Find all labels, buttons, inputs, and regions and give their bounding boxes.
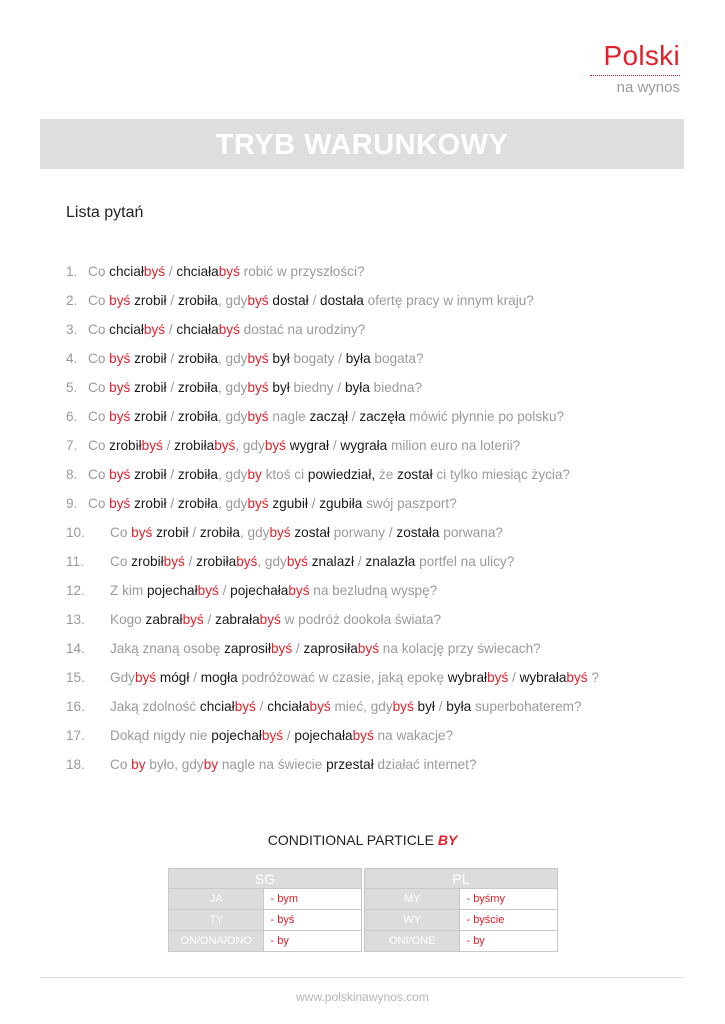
table-row xyxy=(169,889,558,910)
question-text: / xyxy=(166,351,178,366)
particle-text: byś xyxy=(392,699,414,714)
footer-divider xyxy=(40,977,684,978)
question-item xyxy=(66,494,706,523)
particle-text: byś xyxy=(109,496,131,511)
logo xyxy=(580,40,680,97)
question-text: nagle xyxy=(268,409,310,424)
question-text: Dokąd nigdy nie xyxy=(110,728,212,743)
question-text: / xyxy=(203,612,216,627)
question-number: 1. xyxy=(66,264,78,279)
question-text: Kogo xyxy=(110,612,146,627)
question-text: Co xyxy=(110,554,132,569)
question-item xyxy=(66,668,706,697)
question-text: milion euro na loterii? xyxy=(387,438,521,453)
pl-label: WY xyxy=(364,910,459,931)
verb-text: był xyxy=(413,699,435,714)
question-text: / xyxy=(188,525,200,540)
section-subtitle: Lista pytań xyxy=(66,204,144,221)
particle-text: byś xyxy=(487,670,509,685)
verb-text: mógł xyxy=(156,670,190,685)
verb-text: chciał xyxy=(109,322,144,337)
question-text: / xyxy=(166,467,178,482)
verb-text: był xyxy=(268,351,290,366)
question-text: mieć, gdy xyxy=(330,699,393,714)
logo-main-text: Polski xyxy=(603,40,680,71)
question-item xyxy=(66,291,706,320)
particle-text: byś xyxy=(261,728,284,743)
question-number: 15. xyxy=(66,670,85,685)
verb-text: znalazł xyxy=(307,554,355,569)
question-item xyxy=(66,523,706,552)
question-text: robić w przyszłości? xyxy=(239,264,365,279)
sg-label: TY xyxy=(169,910,264,931)
particle-title xyxy=(0,832,725,848)
particle-table-header xyxy=(169,869,558,889)
particle-text: byś xyxy=(109,351,131,366)
header-sg: SG xyxy=(169,869,362,889)
verb-text: chciała xyxy=(176,322,219,337)
verb-text: zabrał xyxy=(145,612,183,627)
question-text: , gdy xyxy=(239,525,270,540)
question-text: Jaką zdolność xyxy=(110,699,200,714)
question-text: / xyxy=(165,264,177,279)
verb-text: zrobił xyxy=(131,554,164,569)
question-text: Co xyxy=(88,264,110,279)
question-number: 14. xyxy=(66,641,85,656)
particle-text: byś xyxy=(269,525,291,540)
question-text: działać internet? xyxy=(373,757,477,772)
question-text: porwany / xyxy=(329,525,397,540)
pl-label: MY xyxy=(364,889,459,910)
particle-text: byś xyxy=(286,554,308,569)
question-text: podróżować w czasie, jaką epokę xyxy=(237,670,448,685)
question-item xyxy=(66,262,706,291)
verb-text: zrobił xyxy=(130,380,167,395)
particle-text: by xyxy=(203,757,219,772)
particle-text: byś xyxy=(163,554,185,569)
verb-text: pojechała xyxy=(230,583,289,598)
question-text: na bezludną wyspę? xyxy=(309,583,438,598)
question-text: / xyxy=(162,438,175,453)
verb-text: zrobił xyxy=(130,467,167,482)
verb-text: była xyxy=(344,380,370,395)
question-text: superbohaterem? xyxy=(471,699,582,714)
particle-text: byś xyxy=(234,699,256,714)
particle-text: byś xyxy=(247,409,269,424)
question-text: Co xyxy=(110,757,132,772)
question-item xyxy=(66,378,706,407)
verb-text: zrobiła xyxy=(196,554,237,569)
question-text: bogaty / xyxy=(289,351,346,366)
verb-text: zrobiła xyxy=(177,496,218,511)
sg-value: - by xyxy=(264,931,362,952)
verb-text: zrobił xyxy=(130,351,167,366)
verb-text: zrobiła xyxy=(177,351,218,366)
question-text: Co xyxy=(88,351,110,366)
particle-text: byś xyxy=(143,264,166,279)
particle-text: byś xyxy=(270,641,293,656)
verb-text: wygrała xyxy=(340,438,388,453)
question-text: / xyxy=(292,641,304,656)
question-text: / xyxy=(166,293,178,308)
verb-text: przestał xyxy=(326,757,374,772)
question-list xyxy=(66,262,706,784)
verb-text: była xyxy=(345,351,371,366)
verb-text: została xyxy=(396,525,440,540)
question-number: 16. xyxy=(66,699,85,714)
question-number: 18. xyxy=(66,757,85,772)
question-text: Co xyxy=(88,293,110,308)
question-text: Co xyxy=(88,496,110,511)
verb-text: zrobił xyxy=(152,525,189,540)
question-text: było, gdy xyxy=(145,757,204,772)
particle-text: byś xyxy=(197,583,219,598)
verb-text: była xyxy=(446,699,472,714)
particle-title-prefix: CONDITIONAL PARTICLE xyxy=(267,832,438,848)
sg-label: ON/ONA/ONO xyxy=(169,931,264,952)
question-text: , gdy xyxy=(257,554,287,569)
particle-text: byś xyxy=(236,554,258,569)
question-text: , gdy xyxy=(235,438,265,453)
question-text: ? xyxy=(587,670,599,685)
particle-text: byś xyxy=(214,438,236,453)
question-text: Co xyxy=(88,380,110,395)
question-text: / xyxy=(434,699,447,714)
question-text: Co xyxy=(88,438,110,453)
question-text: Co xyxy=(110,525,132,540)
particle-text: by xyxy=(131,757,146,772)
particle-text: byś xyxy=(131,525,153,540)
question-item xyxy=(66,581,706,610)
question-number: 13. xyxy=(66,612,85,627)
question-text: bogata? xyxy=(370,351,424,366)
verb-text: powiedział, xyxy=(307,467,376,482)
particle-text: byś xyxy=(109,380,131,395)
question-text: / xyxy=(308,293,321,308)
question-text: / xyxy=(166,409,178,424)
particle-title-word: BY xyxy=(437,832,458,848)
question-number: 2. xyxy=(66,293,78,308)
verb-text: zrobiła xyxy=(177,380,218,395)
particle-text: byś xyxy=(141,438,163,453)
pl-value: - byśmy xyxy=(460,889,558,910)
particle-text: byś xyxy=(109,467,131,482)
verb-text: znalazła xyxy=(365,554,416,569)
verb-text: wybrał xyxy=(447,670,488,685)
question-text: w podróż dookoła świata? xyxy=(280,612,442,627)
question-text: portfel na ulicy? xyxy=(415,554,515,569)
verb-text: zgubiła xyxy=(319,496,363,511)
question-text: / xyxy=(165,322,177,337)
question-item xyxy=(66,436,706,465)
question-number: 9. xyxy=(66,496,78,511)
question-text: na wakacje? xyxy=(373,728,454,743)
verb-text: zrobiła xyxy=(177,293,218,308)
logo-sub-text: na wynos xyxy=(616,79,680,96)
question-text: porwana? xyxy=(439,525,503,540)
pl-label: ONI/ONE xyxy=(364,931,459,952)
particle-text: byś xyxy=(247,351,269,366)
particle-text: byś xyxy=(109,293,131,308)
verb-text: dostała xyxy=(320,293,364,308)
question-item xyxy=(66,610,706,639)
verb-text: zrobiła xyxy=(177,409,218,424)
question-item xyxy=(66,465,706,494)
particle-text: byś xyxy=(182,612,204,627)
question-text: , gdy xyxy=(217,409,248,424)
verb-text: zabrała xyxy=(215,612,260,627)
particle-text: byś xyxy=(352,728,374,743)
question-text: / xyxy=(347,409,360,424)
particle-text: byś xyxy=(218,322,240,337)
question-text: / xyxy=(508,670,520,685)
verb-text: zrobił xyxy=(130,293,167,308)
question-number: 11. xyxy=(66,554,84,569)
question-number: 6. xyxy=(66,409,78,424)
question-number: 10. xyxy=(66,525,85,540)
question-number: 3. xyxy=(66,322,78,337)
table-row xyxy=(169,910,558,931)
question-text: Z kim xyxy=(110,583,147,598)
verb-text: zgubił xyxy=(268,496,308,511)
question-text: nagle na świecie xyxy=(218,757,327,772)
particle-text: byś xyxy=(357,641,380,656)
sg-value: - bym xyxy=(264,889,362,910)
question-text: dostać na urodziny? xyxy=(239,322,366,337)
question-text: swój paszport? xyxy=(362,496,457,511)
verb-text: zrobiła xyxy=(174,438,215,453)
verb-text: chciała xyxy=(267,699,310,714)
question-text: Co xyxy=(88,409,110,424)
verb-text: zrobił xyxy=(109,438,142,453)
question-text: , gdy xyxy=(217,351,248,366)
question-text: / xyxy=(283,728,295,743)
particle-text: byś xyxy=(109,409,131,424)
question-text: / xyxy=(189,670,201,685)
question-text: biedna? xyxy=(369,380,423,395)
particle-text: byś xyxy=(247,380,269,395)
question-text: Jaką znaną osobę xyxy=(110,641,225,656)
verb-text: zrobiła xyxy=(177,467,218,482)
question-text: Gdy xyxy=(110,670,135,685)
question-text: / xyxy=(184,554,197,569)
question-item xyxy=(66,697,706,726)
question-item xyxy=(66,726,706,755)
sg-label: JA xyxy=(169,889,264,910)
verb-text: został xyxy=(290,525,330,540)
question-text: Co xyxy=(88,322,110,337)
verb-text: zaprosił xyxy=(224,641,271,656)
question-text: ofertę pracy w innym kraju? xyxy=(363,293,534,308)
question-text: na kolację przy świecach? xyxy=(379,641,541,656)
particle-text: byś xyxy=(134,670,157,685)
particle-text: byś xyxy=(247,293,269,308)
question-text: biedny / xyxy=(289,380,345,395)
question-text: / xyxy=(255,699,268,714)
verb-text: zrobiła xyxy=(199,525,240,540)
question-text: , gdy xyxy=(217,293,248,308)
header-pl: PL xyxy=(364,869,557,889)
question-number: 12. xyxy=(66,583,85,598)
question-text: / xyxy=(166,380,178,395)
question-item xyxy=(66,407,706,436)
question-item xyxy=(66,552,706,581)
question-item xyxy=(66,639,706,668)
pl-value: - by xyxy=(460,931,558,952)
verb-text: zaprosiła xyxy=(303,641,358,656)
question-number: 5. xyxy=(66,380,78,395)
verb-text: wygrał xyxy=(285,438,330,453)
question-text: że xyxy=(375,467,398,482)
verb-text: chciała xyxy=(176,264,219,279)
question-text: , gdy xyxy=(217,467,248,482)
question-text: / xyxy=(354,554,366,569)
particle-text: byś xyxy=(247,496,269,511)
question-item xyxy=(66,755,706,784)
question-number: 8. xyxy=(66,467,78,482)
logo-divider xyxy=(590,75,680,76)
particle-text: byś xyxy=(288,583,310,598)
verb-text: zrobił xyxy=(130,496,167,511)
verb-text: dostał xyxy=(268,293,309,308)
question-text: / xyxy=(218,583,231,598)
verb-text: mogła xyxy=(200,670,238,685)
question-item xyxy=(66,349,706,378)
question-text: / xyxy=(166,496,178,511)
question-number: 4. xyxy=(66,351,78,366)
footer-url[interactable]: www.polskinawynos.com xyxy=(296,990,429,1004)
verb-text: pojechał xyxy=(147,583,198,598)
question-text: / xyxy=(329,438,341,453)
particle-text: byś xyxy=(143,322,166,337)
pl-value: - byście xyxy=(460,910,558,931)
verb-text: został xyxy=(397,467,433,482)
particle-text: byś xyxy=(259,612,281,627)
verb-text: chciał xyxy=(199,699,235,714)
verb-text: był xyxy=(268,380,290,395)
question-number: 7. xyxy=(66,438,78,453)
question-text: ktoś ci xyxy=(261,467,308,482)
verb-text: zaczęła xyxy=(359,409,406,424)
question-text: Co xyxy=(88,467,110,482)
particle-table xyxy=(168,868,558,952)
particle-text: byś xyxy=(566,670,588,685)
question-item xyxy=(66,320,706,349)
question-text: , gdy xyxy=(217,496,248,511)
particle-text: byś xyxy=(218,264,240,279)
verb-text: pojechała xyxy=(294,728,353,743)
sg-value: - byś xyxy=(264,910,362,931)
verb-text: chciał xyxy=(109,264,144,279)
particle-text: byś xyxy=(309,699,331,714)
question-text: , gdy xyxy=(217,380,248,395)
verb-text: zaczął xyxy=(309,409,348,424)
verb-text: pojechał xyxy=(211,728,262,743)
verb-text: zrobił xyxy=(130,409,167,424)
question-text: mówić płynnie po polsku? xyxy=(405,409,565,424)
verb-text: wybrała xyxy=(519,670,567,685)
table-row xyxy=(169,931,558,952)
page-title: TRYB WARUNKOWY xyxy=(40,119,684,169)
question-text: ci tylko miesiąc życia? xyxy=(432,467,571,482)
particle-text: by xyxy=(247,467,262,482)
particle-text: byś xyxy=(264,438,286,453)
question-number: 17. xyxy=(66,728,85,743)
question-text: / xyxy=(307,496,320,511)
